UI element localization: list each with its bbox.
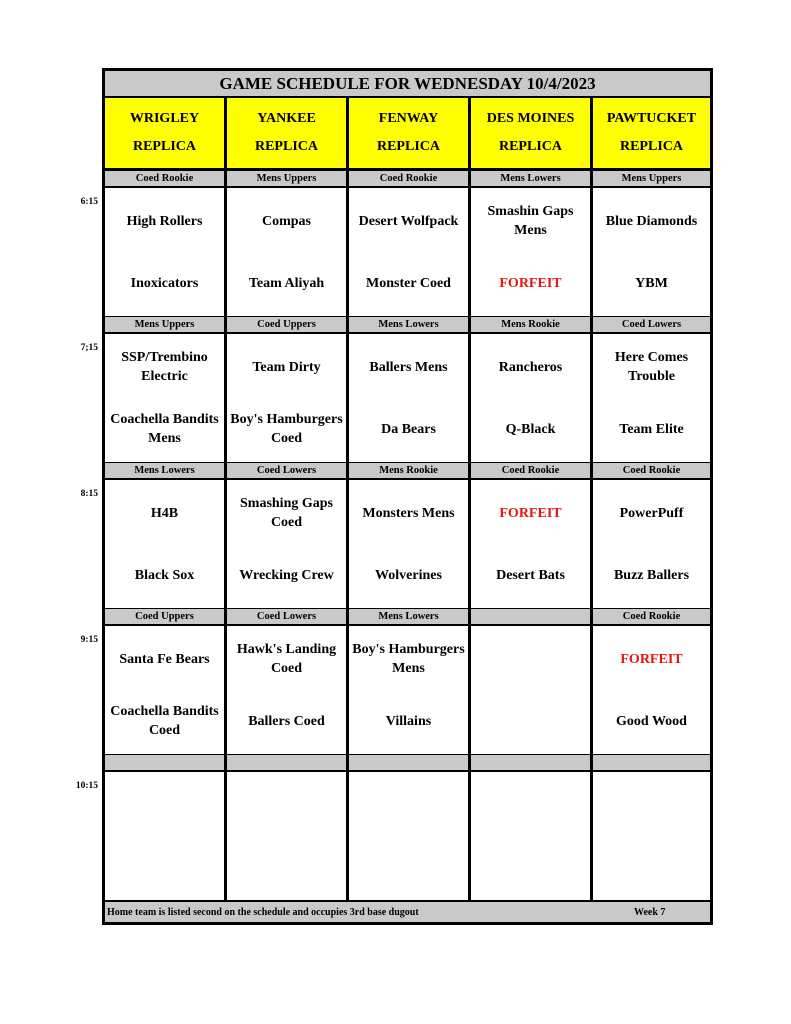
field-subtitle: REPLICA [376,139,440,154]
column-divider [224,98,227,900]
column-divider [590,98,593,900]
away-team: Monsters Mens [362,505,455,521]
matchup-cell [227,190,346,314]
away-team [471,628,590,690]
away-team: Santa Fe Bears [119,651,210,667]
home-team: FORFEIT [499,275,562,291]
home-team: Good Wood [616,713,687,729]
away-team [593,774,710,836]
home-team [471,690,590,752]
home-team: Inoxicators [130,275,199,291]
home-team: Team Elite [619,421,684,437]
division-label: Mens Rookie [471,316,590,334]
home-team: Desert Bats [496,567,565,583]
matchup-cell [227,628,346,752]
division-label: Mens Lowers [349,316,468,334]
division-label: Coed Rookie [593,608,710,626]
schedule-title: GAME SCHEDULE FOR WEDNESDAY 10/4/2023 [105,71,710,98]
field-name: FENWAY [378,111,439,126]
matchup-cell [105,336,224,460]
home-team [593,836,710,898]
matchup-cell [471,190,590,314]
field-header [227,98,346,170]
matchup-cell [593,336,710,460]
footer-note: Home team is listed second on the schedule and occupies 3rd base dugout [107,907,419,918]
home-team: Q-Black [505,421,556,437]
field-name: DES MOINES [486,111,575,126]
matchup-cell [593,628,710,752]
away-team: PowerPuff [619,505,684,521]
matchup-cell [227,336,346,460]
field-header [593,98,710,170]
home-team: Coachella Bandits Mens [110,412,219,446]
matchup-cell [349,190,468,314]
matchup-cell [593,190,710,314]
matchup-cell [471,336,590,460]
division-label: Mens Lowers [471,170,590,188]
away-team: FORFEIT [620,651,683,667]
home-team: Buzz Ballers [613,567,690,583]
away-team: SSP/Trembino Electric [121,350,208,384]
away-team: Boy's Hamburgers Mens [352,642,465,676]
division-label: Coed Lowers [227,608,346,626]
away-team [471,774,590,836]
away-team: Here Comes Trouble [614,350,689,384]
away-team [105,774,224,836]
away-team: Rancheros [498,359,563,375]
field-name: YANKEE [257,111,316,126]
away-team [227,774,346,836]
matchup-cell [105,628,224,752]
column-divider [468,98,471,900]
matchup-cell [349,482,468,606]
away-team: Team Dirty [252,359,321,375]
away-team: FORFEIT [499,505,562,521]
division-label: Mens Uppers [105,316,224,334]
away-team [349,774,468,836]
division-label: Coed Rookie [105,170,224,188]
matchup-cell [105,482,224,606]
home-team [471,836,590,898]
home-team: Monster Coed [366,275,451,291]
away-team: High Rollers [126,213,203,229]
field-header [349,98,468,170]
division-label: Coed Lowers [593,316,710,334]
matchup-cell [471,482,590,606]
field-subtitle: REPLICA [498,139,562,154]
schedule-footer [105,900,710,922]
matchup-cell [105,190,224,314]
matchup-cell [471,774,590,898]
matchup-cell [349,774,468,898]
away-team: H4B [150,505,179,521]
division-label: Coed Rookie [593,462,710,480]
division-label [349,754,468,772]
home-team: YBM [635,275,668,291]
division-label [593,754,710,772]
matchup-cell [105,774,224,898]
column-divider [346,98,349,900]
home-team [349,836,468,898]
away-team: Desert Wolfpack [358,213,459,229]
schedule-table [102,68,713,925]
division-label: Coed Uppers [105,608,224,626]
time-label: 8:15 [80,489,98,499]
away-team: Smashing Gaps Coed [240,496,333,530]
field-name: PAWTUCKET [606,111,697,126]
division-label [471,608,590,626]
division-label: Coed Rookie [349,170,468,188]
home-team: Wrecking Crew [239,567,334,583]
home-team: Wolverines [375,567,442,583]
field-header [471,98,590,170]
week-label: Week 7 [634,907,666,918]
time-label: 9:15 [80,635,98,645]
time-label: 7;15 [80,343,98,353]
division-label: Mens Rookie [349,462,468,480]
home-team: Team Aliyah [248,275,325,291]
matchup-cell [227,482,346,606]
home-team: Villains [385,713,432,729]
home-team [105,836,224,898]
matchup-cell [227,774,346,898]
division-label [471,754,590,772]
division-label: Mens Lowers [349,608,468,626]
division-label [227,754,346,772]
home-team: Boy's Hamburgers Coed [230,412,343,446]
field-subtitle: REPLICA [132,139,196,154]
division-label: Mens Uppers [593,170,710,188]
home-team: Ballers Coed [248,713,325,729]
field-subtitle: REPLICA [619,139,683,154]
away-team: Compas [261,213,311,229]
division-label [105,754,224,772]
division-label: Mens Lowers [105,462,224,480]
field-header [105,98,224,170]
division-label: Coed Lowers [227,462,346,480]
away-team: Blue Diamonds [605,213,698,229]
away-team: Smashin Gaps Mens [487,204,574,238]
matchup-cell [593,482,710,606]
home-team: Da Bears [381,421,436,437]
home-team: Coachella Bandits Coed [110,704,219,738]
division-label: Coed Uppers [227,316,346,334]
home-team [227,836,346,898]
field-name: WRIGLEY [129,111,200,126]
time-label: 6:15 [80,197,98,207]
away-team: Ballers Mens [369,359,448,375]
time-label: 10:15 [75,781,98,791]
division-label: Coed Rookie [471,462,590,480]
matchup-cell [593,774,710,898]
matchup-cell [349,336,468,460]
matchup-cell [471,628,590,752]
division-label: Mens Uppers [227,170,346,188]
matchup-cell [349,628,468,752]
home-team: Black Sox [134,567,195,583]
away-team: Hawk's Landing Coed [236,642,337,676]
field-subtitle: REPLICA [254,139,318,154]
